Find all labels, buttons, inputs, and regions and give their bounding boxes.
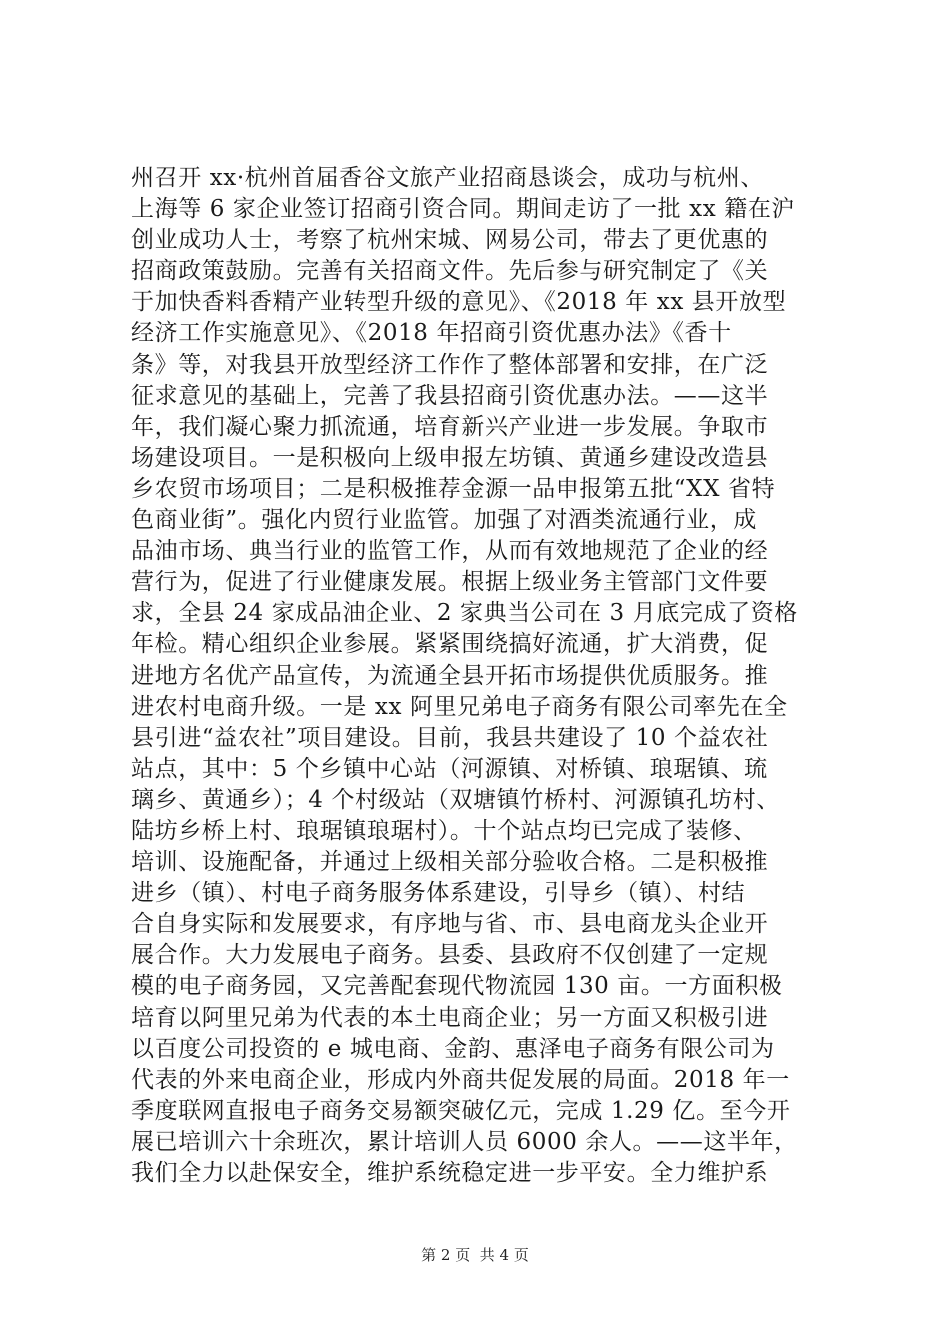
page-footer: 第 2 页 共 4 页: [421, 1246, 529, 1264]
text-line: 季度联网直报电子商务交易额突破亿元，完成 1.29 亿。至今开: [131, 1097, 791, 1124]
text-line: 培训、设施配备，并通过上级相关部分验收合格。二是积极推: [131, 849, 769, 876]
text-line: 展已培训六十余班次，累计培训人员 6000 余人。——这半年，: [131, 1128, 798, 1155]
text-line: 进农村电商升级。一是 xx 阿里兄弟电子商务有限公司率先在全: [131, 693, 788, 720]
text-line: 经济工作实施意见》、《2018 年招商引资优惠办法》《香十: [131, 320, 732, 347]
text-line: 代表的外来电商企业，形成内外商共促发展的局面。2018 年一: [131, 1066, 790, 1093]
text-line: 场建设项目。一是积极向上级申报左坊镇、黄通乡建设改造县: [131, 444, 769, 471]
text-line: 求，全县 24 家成品油企业、2 家典当公司在 3 月底完成了资格: [131, 600, 798, 627]
text-line: 模的电子商务园，又完善配套现代物流园 130 亩。一方面积极: [131, 973, 783, 1000]
text-line: 进地方名优产品宣传，为流通全县开拓市场提供优质服务。推: [131, 662, 769, 689]
text-line: 创业成功人士，考察了杭州宋城、网易公司，带去了更优惠的: [131, 227, 769, 254]
text-line: 营行为，促进了行业健康发展。根据上级业务主管部门文件要: [131, 569, 769, 596]
text-line: 璃乡、黄通乡）；4 个村级站（双塘镇竹桥村、河源镇孔坊村、: [131, 786, 780, 813]
text-line: 州召开 xx·杭州首届香谷文旅产业招商恳谈会，成功与杭州、: [131, 165, 764, 191]
text-line: 年，我们凝心聚力抓流通，培育新兴产业进一步发展。争取市: [131, 413, 769, 440]
text-line: 陆坊乡桥上村、琅琚镇琅琚村）。十个站点均已完成了装修、: [131, 817, 757, 844]
text-line: 色商业街”。强化内贸行业监管。加强了对酒类流通行业，成: [131, 507, 757, 534]
text-line: 乡农贸市场项目；二是积极推荐金源一品申报第五批“XX 省特: [131, 475, 776, 502]
text-line: 以百度公司投资的 e 城电商、金韵、惠泽电子商务有限公司为: [131, 1035, 775, 1062]
text-line: 县引进“益农社”项目建设。目前，我县共建设了 10 个益农社: [131, 724, 769, 751]
text-line: 我们全力以赴保安全，维护系统稳定进一步平安。全力维护系: [131, 1160, 769, 1186]
text-line: 年检。精心组织企业参展。紧紧围绕搞好流通，扩大消费，促: [131, 631, 769, 658]
body-text: [131, 163, 831, 1189]
text-line: 进乡（镇）、村电子商务服务体系建设，引导乡（镇）、村结: [131, 880, 746, 907]
text-line: 培育以阿里兄弟为代表的本土电商企业；另一方面又积极引进: [131, 1004, 769, 1031]
text-line: 展合作。大力发展电子商务。县委、县政府不仅创建了一定规: [131, 942, 769, 969]
text-line: 招商政策鼓励。完善有关招商文件。先后参与研究制定了《关: [131, 258, 769, 285]
text-line: 上海等 6 家企业签订招商引资合同。期间走访了一批 xx 籍在沪: [131, 196, 796, 223]
text-line: 征求意见的基础上，完善了我县招商引资优惠办法。——这半: [131, 382, 769, 409]
text-line: 合自身实际和发展要求，有序地与省、市、县电商龙头企业开: [131, 911, 769, 938]
text-line: 品油市场、典当行业的监管工作，从而有效地规范了企业的经: [131, 538, 769, 565]
text-line: 于加快香料香精产业转型升级的意见》、《2018 年 xx 县开放型: [131, 289, 787, 316]
text-line: 条》等，对我县开放型经济工作作了整体部署和安排，在广泛: [131, 351, 769, 378]
text-line: 站点，其中：5 个乡镇中心站（河源镇、对桥镇、琅琚镇、琉: [131, 755, 768, 782]
